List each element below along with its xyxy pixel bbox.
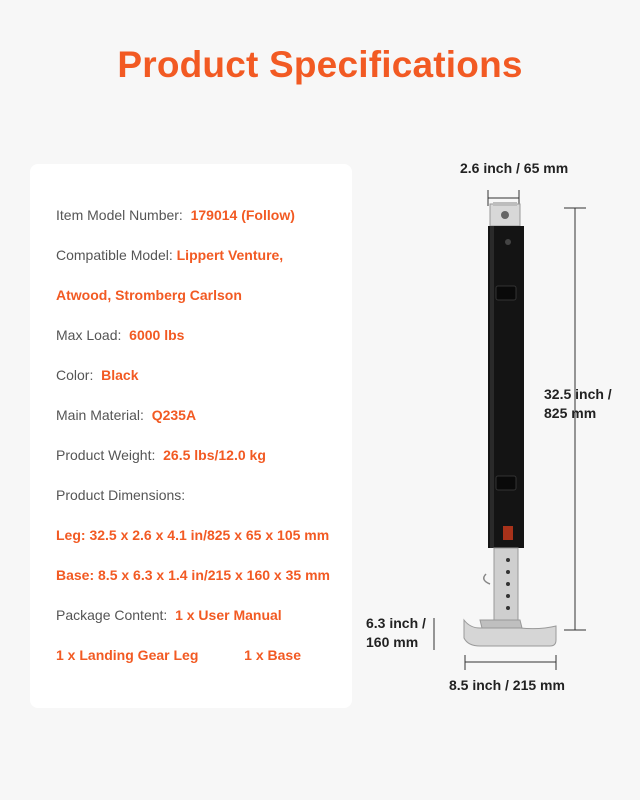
height-label-line2: 825 mm <box>544 405 597 421</box>
spec-value: Black <box>101 367 139 383</box>
landing-gear-leg-image <box>360 150 640 710</box>
base-height-label-line2: 160 mm <box>366 634 419 650</box>
spec-label: Color: <box>56 367 94 383</box>
spec-value: 1 x User Manual <box>175 607 282 623</box>
page-title: Product Specifications <box>117 44 523 85</box>
spec-product-weight <box>56 447 266 463</box>
height-label-line1: 32.5 inch / <box>544 386 612 402</box>
top-bracket <box>490 202 520 226</box>
spec-product-dimensions <box>56 487 185 503</box>
inner-tube <box>484 548 518 626</box>
spec-label: Main Material: <box>56 407 144 423</box>
spec-value: Q235A <box>151 407 197 423</box>
top-width-label: 2.6 inch / 65 mm <box>460 160 569 176</box>
spec-label: Compatible Model: <box>56 247 173 263</box>
spec-model-number <box>56 207 295 223</box>
spec-dimension-leg <box>56 527 329 543</box>
spec-value: 26.5 lbs/12.0 kg <box>163 447 266 463</box>
specifications-card <box>30 164 352 708</box>
spec-package-content <box>56 607 282 623</box>
product-figure <box>360 150 640 710</box>
spec-label: Item Model Number: <box>56 207 183 223</box>
spec-package-content-cont <box>56 647 301 663</box>
spec-value: 1 x Base <box>244 647 301 663</box>
spec-value: 1 x Landing Gear Leg <box>56 647 199 663</box>
spec-compatible-model-cont <box>56 287 242 303</box>
spec-label: Product Weight: <box>56 447 156 463</box>
foot-base <box>464 620 556 646</box>
base-width-dimension <box>465 655 556 670</box>
spec-compatible-model <box>56 247 283 263</box>
spec-dimension-base <box>56 567 330 583</box>
height-dimension <box>564 208 586 630</box>
base-width-label: 8.5 inch / 215 mm <box>449 677 565 693</box>
spec-main-material <box>56 407 196 423</box>
spec-label: Max Load: <box>56 327 122 343</box>
spec-value: Base: 8.5 x 6.3 x 1.4 in/215 x 160 x 35 mm <box>56 567 330 583</box>
leg-body <box>488 226 524 548</box>
spec-label: Product Dimensions: <box>56 487 186 503</box>
spec-value: 179014 (Follow) <box>190 207 295 223</box>
spec-color <box>56 367 139 383</box>
spec-label: Package Content: <box>56 607 168 623</box>
spec-max-load <box>56 327 184 343</box>
spec-value: 6000 lbs <box>129 327 185 343</box>
spec-value: Leg: 32.5 x 2.6 x 4.1 in/825 x 65 x 105 mm <box>56 527 330 543</box>
spec-value: Atwood, Stromberg Carlson <box>56 287 242 303</box>
base-height-label-line1: 6.3 inch / <box>366 615 426 631</box>
spec-value: Lippert Venture, <box>176 247 284 263</box>
